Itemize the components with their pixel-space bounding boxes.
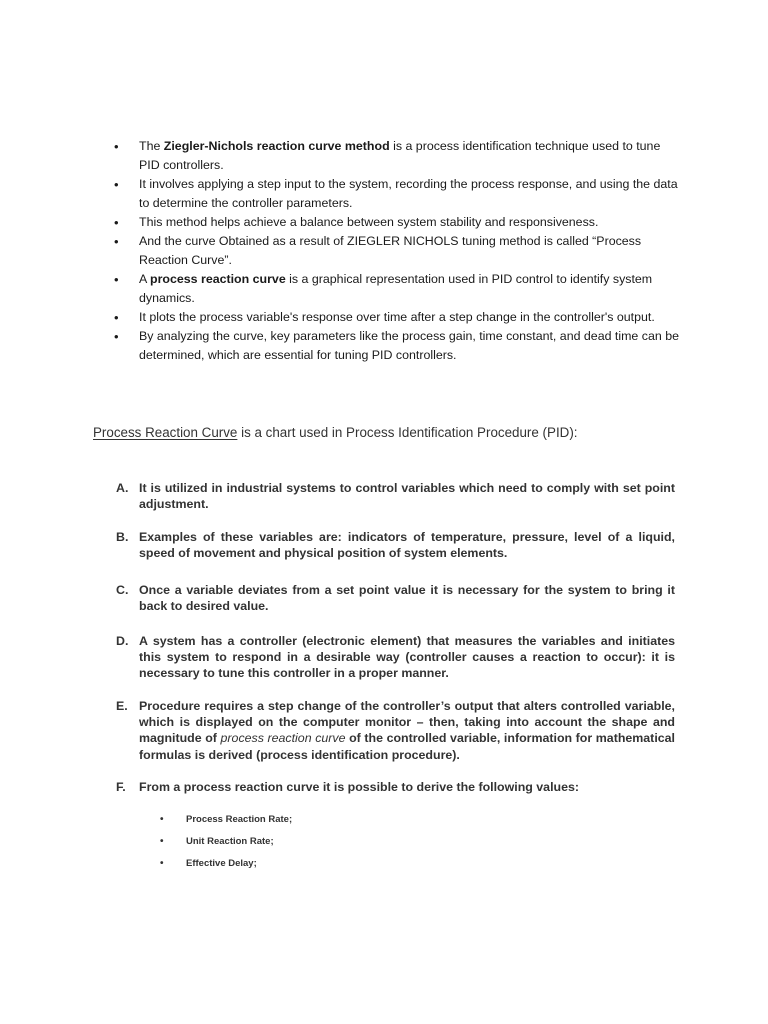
bullet-dot: • <box>114 177 119 192</box>
bullet-dot: • <box>114 329 119 344</box>
bullet-text: It involves applying a step input to the system, recording the process response, and using the data to determine the controller parameters. <box>139 177 678 210</box>
bullet-text-post: is a graphical representation used in PID control to identify system dynamics. <box>139 272 653 305</box>
item-text: Examples of these variables are: indicators of temperature, pressure, level of a liquid, speed of movement and physical position of system elements. <box>139 529 675 560</box>
bullet-text-pre: The <box>139 139 164 153</box>
bullet-item <box>112 137 682 175</box>
bullet-dot: • <box>114 139 119 154</box>
derived-value-item <box>160 853 292 875</box>
bullet-item <box>112 270 682 308</box>
item-marker: D. <box>116 633 129 648</box>
lettered-item <box>113 698 675 763</box>
lettered-list <box>113 480 675 795</box>
bullet-dot: • <box>114 272 119 287</box>
item-text: From a process reaction curve it is possible to derive the following values: <box>139 779 579 794</box>
item-text: Once a variable deviates from a set point value it is necessary for the system to bring it back to desired value. <box>139 583 675 614</box>
bullet-dot: • <box>160 858 164 869</box>
lettered-item <box>113 633 675 682</box>
item-text: It is utilized in industrial systems to control variables which need to comply with set point adjustment. <box>139 481 675 512</box>
item-marker: C. <box>116 583 129 598</box>
lettered-item <box>113 529 675 562</box>
bullet-text-bold: process reaction curve <box>150 272 286 286</box>
bullet-item <box>112 232 682 270</box>
bullet-text-bold: Ziegler-Nichols reaction curve method <box>163 139 390 153</box>
bullet-item <box>112 213 682 232</box>
item-marker: F. <box>116 779 126 794</box>
bullet-text-post: is a process identification technique used to tune PID controllers. <box>139 139 661 172</box>
heading-rest: is a chart used in Process Identification Procedure (PID): <box>237 425 578 440</box>
item-marker: A. <box>116 481 129 495</box>
item-text-b: of the controlled variable, information for mathematical formulas is derived (process identification procedure). <box>139 731 675 762</box>
bullet-dot: • <box>114 310 119 325</box>
derived-value-text: Unit Reaction Rate; <box>186 836 274 847</box>
item-text-a: Procedure requires a step change of the controller’s output that alters controlled variable, which is displayed on the computer monitor – then, taking into account the shape and magnitude of <box>139 698 675 746</box>
derived-value-text: Process Reaction Rate; <box>186 814 293 825</box>
item-text-italic: process reaction curve <box>220 731 346 746</box>
item-marker: B. <box>116 529 129 544</box>
lettered-item <box>113 582 675 615</box>
heading-term: Process Reaction Curve <box>93 425 238 440</box>
bullet-text: This method helps achieve a balance between system stability and responsiveness. <box>139 215 599 229</box>
derived-values-list <box>160 809 292 875</box>
item-marker: E. <box>116 698 128 713</box>
bullet-dot: • <box>160 814 164 825</box>
bullet-text: It plots the process variable's response over time after a step change in the controller's output. <box>139 310 655 324</box>
intro-bullet-list <box>112 137 682 365</box>
bullet-item <box>112 327 682 365</box>
bullet-dot: • <box>160 836 164 847</box>
bullet-item <box>112 308 682 327</box>
lettered-item <box>113 480 675 513</box>
bullet-text-pre: A <box>139 272 151 286</box>
lettered-item <box>113 779 675 795</box>
bullet-text: By analyzing the curve, key parameters like the process gain, time constant, and dead time can be determined, which are essential for tuning PID controllers. <box>139 329 679 362</box>
derived-value-text: Effective Delay; <box>186 858 257 869</box>
bullet-text: And the curve Obtained as a result of ZIEGLER NICHOLS tuning method is called “Process Reaction Curve”. <box>139 234 642 267</box>
bullet-item <box>112 175 682 213</box>
derived-value-item <box>160 831 292 853</box>
section-heading <box>93 425 578 440</box>
bullet-dot: • <box>114 215 119 230</box>
item-text: A system has a controller (electronic element) that measures the variables and initiates this system to respond in a desirable way (controller causes a reaction to occur): it is necessary to tune this controller in a proper manner. <box>139 633 675 681</box>
bullet-dot: • <box>114 234 119 249</box>
derived-value-item <box>160 809 292 831</box>
